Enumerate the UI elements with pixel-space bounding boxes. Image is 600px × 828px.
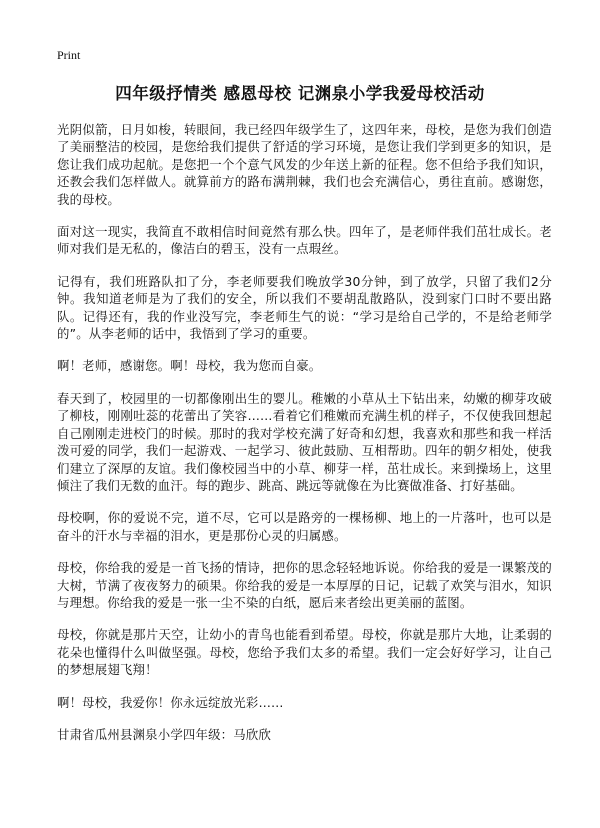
paragraph-7: 母校，你给我的爱是一首飞扬的情诗，把你的思念轻轻地诉说。你给我的爱是一课繁茂的大树，节满了夜夜努力的硕果。你给我的爱是一本厚厚的日记，记载了欢笑与泪水，知识与理想。你给我的爱是一张一尘不染的白纸，愿后来者绘出更美丽的蓝图。 — [57, 560, 552, 610]
paragraph-5: 春天到了，校园里的一切都像刚出生的婴儿。稚嫩的小草从土下钻出来，幼嫩的柳芽攻破了柳枝，刚刚吐蕊的花蕾出了笑容……看着它们稚嫩而充满生机的样子，不仅使我回想起自己刚刚走进校门的时候。那时的我对学校充满了好奇和幻想，我喜欢和那些和我一样活泼可爱的同学，我们一起游戏、一起学习、彼此鼓励、互相帮助。四年的朝夕相处，使我们建立了深厚的友谊。我们像校园当中的小草、柳芽一样，茁壮成长。来到操场上，这里倾注了我们无数的血汗。每的跑步、跳高、跳远等就像在为比赛做准备、打好基础。 — [57, 390, 552, 493]
paragraph-1: 光阴似箭，日月如梭，转眼间，我已经四年级学生了，这四年来，母校，是您为我们创造了美丽整洁的校园，是您给我们提供了舒适的学习环境，是您让我们学到更多的知识，是您让我们成功起航。是您把一个个意气风发的少年送上新的征程。您不但给予我们知识，还教会我们怎样做人。就算前方的路布满荆棘，我们也会充满信心，勇往直前。感谢您，我的母校。 — [57, 122, 552, 207]
author-signature: 甘肃省瓜州县渊泉小学四年级：马欣欣 — [57, 726, 272, 742]
paragraph-4: 啊！老师，感谢您。啊！母校，我为您而自豪。 — [57, 358, 322, 374]
paragraph-8: 母校，你就是那片天空，让幼小的青鸟也能看到希望。母校，你就是那片大地，让柔弱的花朵也懂得什么叫做坚强。母校，您给予我们太多的希望。我们一定会好好学习，让自己的梦想展翅飞翔！ — [57, 627, 552, 678]
paragraph-6: 母校啊，你的爱说不完，道不尽，它可以是路旁的一棵杨柳、地上的一片落叶，也可以是奋斗的汗水与幸福的泪水，更是那份心灵的归属感。 — [57, 510, 552, 543]
page-title: 四年级抒情类 感恩母校 记渊泉小学我爱母校活动 — [115, 84, 485, 103]
paragraph-3: 记得有，我们班路队扣了分，李老师要我们晚放学30分钟，到了放学，只留了我们2分钟。我知道老师是为了我们的安全，所以我们不要胡乱散路队，没到家门口时不要出路队。记得还有，我的作业没写完，李老师生气的说：“学习是给自己学的，不是给老师学的”。从李老师的话中，我悟到了学习的重要。 — [57, 273, 552, 342]
paragraph-9: 啊！母校，我爱你！你永远绽放光彩…… — [57, 694, 284, 710]
article-body — [57, 121, 552, 758]
print-link[interactable]: Print — [57, 48, 81, 62]
paragraph-2: 面对这一现实，我简直不敢相信时间竟然有那么快。四年了，是老师伴我们茁壮成长。老师对我们是无私的，像洁白的碧玉，没有一点瑕丝。 — [57, 224, 552, 257]
